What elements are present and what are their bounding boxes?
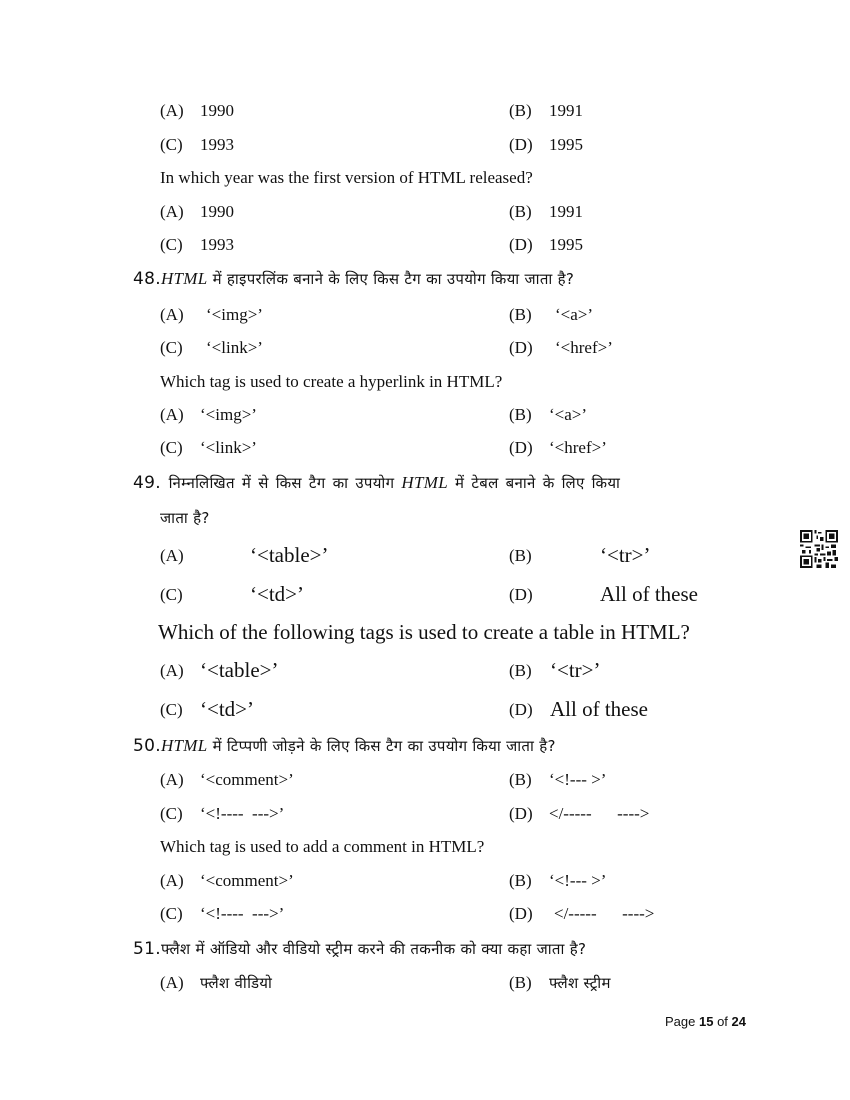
q49-en-option-b-label: (B) <box>509 661 532 680</box>
q48-en-options-row-2 <box>160 438 760 462</box>
q49-en-option-a-label: (A) <box>160 661 184 680</box>
q50-hi-options-row-2 <box>160 804 760 828</box>
q47-en-option-c: (C) 1993 <box>160 235 234 254</box>
q49-en-options-row-2 <box>160 697 760 727</box>
q47-hi-options-row-1 <box>160 101 760 125</box>
q47-en-options-row-2 <box>160 235 760 259</box>
q50-en-options-row-1 <box>160 871 760 895</box>
q49-en-option-d: All of these <box>550 697 648 721</box>
q48-hi-question: 48.HTML में हाइपरलिंक बनाने के लिए किस टैग का उपयोग किया जाता है? <box>133 269 575 289</box>
q49-en-option-c-label: (C) <box>160 700 183 719</box>
q47-hi-option-b: (B) 1991 <box>509 101 583 120</box>
q48-en-option-d: (D) ‘<href>’ <box>509 438 607 457</box>
q50-en-option-a: (A) ‘<comment>’ <box>160 871 294 890</box>
q49-hi-question-line-1: 49. निम्नलिखित में से किस टैग का उपयोग HTML में टेबल बनाने के लिए किया <box>133 473 621 493</box>
q49-hi-option-d: All of these <box>600 582 698 606</box>
q49-hi-option-d-label: (D) <box>509 585 533 604</box>
q49-hi-option-a-label: (A) <box>160 546 184 565</box>
q48-en-option-c: (C) ‘<link>’ <box>160 438 257 457</box>
q48-hi-option-a: (A) ‘<img>’ <box>160 305 263 324</box>
q49-hi-option-c-label: (C) <box>160 585 183 604</box>
q49-hi-option-c: ‘<td>’ <box>250 582 305 606</box>
q49-hi-options-row-1 <box>160 543 760 573</box>
q51-hi-option-b: (B) फ्लैश स्ट्रीम <box>509 973 611 992</box>
q49-en-option-c: ‘<td>’ <box>200 697 255 721</box>
q50-hi-option-c: (C) ‘<!---- --->’ <box>160 804 285 823</box>
q48-en-option-a: (A) ‘<img>’ <box>160 405 257 424</box>
q51-hi-option-a: (A) फ्लैश वीडियो <box>160 973 273 992</box>
q49-en-options-row-1 <box>160 658 760 688</box>
q49-en-option-d-label: (D) <box>509 700 533 719</box>
q50-hi-options-row-1 <box>160 770 760 794</box>
q51-hi-question: 51.फ्लैश में ऑडियो और वीडियो स्ट्रीम करने की तकनीक को क्या कहा जाता है? <box>133 939 587 959</box>
q47-en-option-d: (D) 1995 <box>509 235 583 254</box>
q48-hi-options-row-2 <box>160 338 760 362</box>
q49-hi-option-b: ‘<tr>’ <box>600 543 651 567</box>
q50-hi-option-a: (A) ‘<comment>’ <box>160 770 294 789</box>
q50-en-question: Which tag is used to add a comment in HTML? <box>160 837 485 856</box>
q51-hi-options-row-1 <box>160 973 760 997</box>
q49-hi-options-row-2 <box>160 582 760 612</box>
qr-code-icon <box>800 530 838 568</box>
q49-en-option-b: ‘<tr>’ <box>550 658 601 682</box>
q49-en-option-a: ‘<table>’ <box>200 658 279 682</box>
q48-hi-options-row-1 <box>160 305 760 329</box>
q49-hi-option-a: ‘<table>’ <box>250 543 329 567</box>
q47-hi-options-row-2 <box>160 135 760 159</box>
q47-hi-option-a: (A) 1990 <box>160 101 234 120</box>
q50-en-options-row-2 <box>160 904 760 928</box>
q47-en-option-b: (B) 1991 <box>509 202 583 221</box>
q49-hi-question-line-2: जाता है? <box>160 509 210 527</box>
q50-en-option-c: (C) ‘<!---- --->’ <box>160 904 285 923</box>
q47-hi-option-d: (D) 1995 <box>509 135 583 154</box>
q48-hi-option-c: (C) ‘<link>’ <box>160 338 263 357</box>
q50-hi-question: 50.HTML में टिप्पणी जोड़ने के लिए किस टैग का उपयोग किया जाता है? <box>133 736 556 756</box>
q50-en-option-b: (B) ‘<!--- >’ <box>509 871 607 890</box>
q49-hi-option-b-label: (B) <box>509 546 532 565</box>
q50-en-option-d: (D) </----- ----> <box>509 904 655 923</box>
q48-en-question: Which tag is used to create a hyperlink in HTML? <box>160 372 503 391</box>
q48-en-options-row-1 <box>160 405 760 429</box>
page-number: Page 15 of 24 <box>665 1014 746 1029</box>
q48-en-option-b: (B) ‘<a>’ <box>509 405 588 424</box>
q50-hi-option-b: (B) ‘<!--- >’ <box>509 770 607 789</box>
q50-hi-option-d: (D) </----- ----> <box>509 804 650 823</box>
q47-en-option-a: (A) 1990 <box>160 202 234 221</box>
q47-hi-option-c: (C) 1993 <box>160 135 234 154</box>
q47-en-options-row-1 <box>160 202 760 226</box>
q48-hi-option-d: (D) ‘<href>’ <box>509 338 613 357</box>
q49-en-question: Which of the following tags is used to create a table in HTML? <box>158 620 690 644</box>
q47-en-question: In which year was the first version of HTML released? <box>160 168 533 187</box>
q48-hi-option-b: (B) ‘<a>’ <box>509 305 594 324</box>
